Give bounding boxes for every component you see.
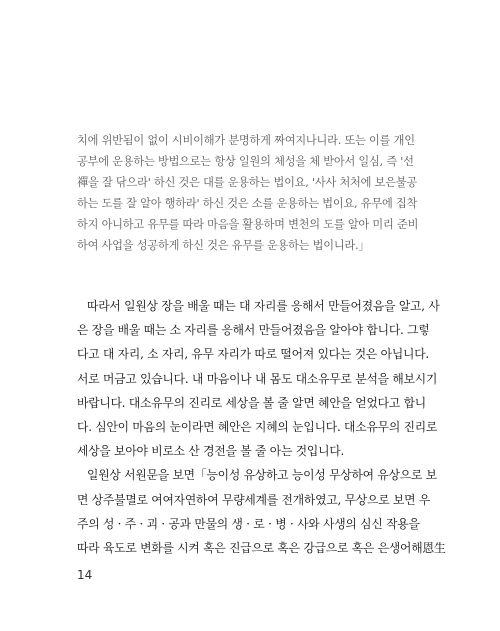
paragraph-line: 은 장을 배울 때는 소 자리를 응해서 만들어졌음을 알아야 합니다. 그렇: [77, 323, 430, 338]
quote-line: 禪을 잘 닦으라' 하신 것은 대를 운용하는 법이요, '사사 처처에 보은불공: [77, 176, 418, 189]
quote-line: 하는 도를 잘 알아 행하라' 하신 것은 소를 운용하는 법이요, 유무에 집착: [77, 197, 418, 210]
quoted-passage: [77, 130, 421, 256]
paragraph-line: 바랍니다. 대소유무의 진리로 세상을 볼 줄 알면 혜안을 얻었다고 합니: [77, 395, 426, 410]
paragraph-line: 따라서 일원상 장을 배울 때는 대 자리를 응해서 만들어졌음을 알고, 사: [87, 299, 440, 313]
quote-line: 치에 위반됨이 없이 시비이해가 분명하게 짜여지나니라. 또는 이를 개인: [77, 134, 415, 147]
quote-line: 하여 사업을 성공하게 하신 것은 유무를 운용하는 법이니라.」: [77, 239, 370, 252]
quote-line: 공부에 운용하는 방법으로는 항상 일원의 체성을 체 받아서 일심, 즉 '선: [77, 155, 414, 168]
paragraph-line: 다. 심안이 마음의 눈이라면 혜안은 지혜의 눈입니다. 대소유무의 진리로: [77, 420, 438, 435]
paragraph-line: 세상을 보아야 비로소 산 경전을 볼 줄 아는 것입니다.: [77, 444, 345, 459]
body-text: [77, 294, 446, 560]
paragraph-line: 일원상 서원문을 보면「능이성 유상하고 능이성 무상하여 유상으로 보: [87, 468, 437, 483]
paragraph-line: 다고 대 자리, 소 자리, 유무 자리가 따로 떨어져 있다는 것은 아닙니다.: [77, 347, 429, 362]
quote-line: 하지 아니하고 유무를 따라 마음을 활용하며 변천의 도를 알아 미리 준비: [77, 218, 419, 231]
paragraph-line: 서로 머금고 있습니다. 내 마음이나 내 몸도 대소유무로 분석을 해보시기: [77, 371, 438, 386]
paragraph-line: 면 상주불멸로 여여자연하여 무량세계를 전개하였고, 무상으로 보면 우: [77, 492, 431, 507]
paragraph-line: 따라 육도로 변화를 시켜 혹은 진급으로 혹은 강급으로 혹은 은생어해恩生: [77, 541, 446, 556]
paragraph-line: 주의 성 · 주 · 괴 · 공과 만물의 생 · 로 · 병 · 사와 사생의 심신 작용을: [77, 516, 420, 531]
page-number: 14: [77, 568, 93, 582]
